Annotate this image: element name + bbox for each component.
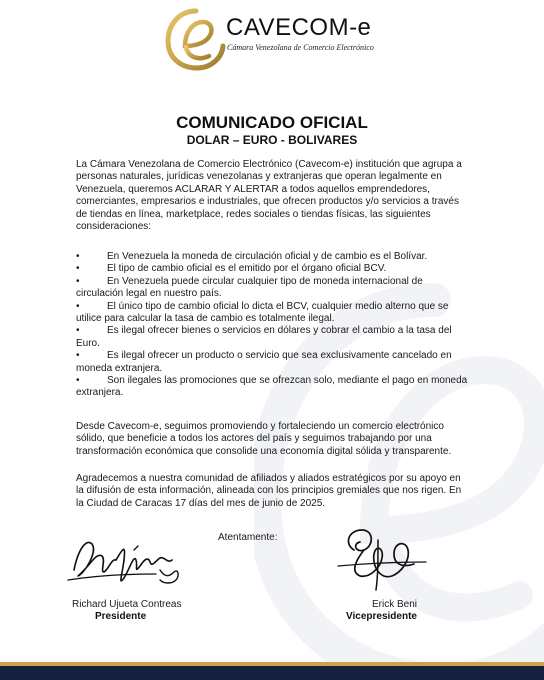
commitment-paragraph: Desde Cavecom-e, seguimos promoviendo y fortaleciendo un comercio electrónico sólido, que beneficie a todos los actores del país y seguimos trabajando por una transformación económica que consolide una economía digital sólida y transparente. xyxy=(76,421,452,457)
vicepresident-title: Vicepresidente xyxy=(346,611,417,622)
list-item xyxy=(76,301,468,326)
intro-paragraph: La Cámara Venezolana de Comercio Electrónico (Cavecom-e) institución que agrupa a personas naturales, jurídicas venezolanas y extranjeras que operan legalmente en Venezuela, queremos ACLARAR Y ALERTAR a todos aquellos emprendedores, comerciantes, empresarios e industriales, que ofrecen productos y/o servicios a través de tiendas en línea, marketplace, redes sociales o tiendas físicas, las siguientes consideraciones: xyxy=(76,159,462,233)
president-title: Presidente xyxy=(95,611,147,622)
bullet-icon: • xyxy=(76,350,80,362)
president-signature-icon xyxy=(64,530,194,592)
list-item xyxy=(76,325,468,350)
bullet-icon: • xyxy=(76,300,80,312)
vicepresident-signature-icon xyxy=(330,520,430,592)
letterhead xyxy=(0,0,544,84)
considerations-list xyxy=(76,251,468,400)
bullet-icon: • xyxy=(76,263,80,275)
list-item-text: En Venezuela la moneda de circulación oficial y de cambio es el Bolívar. xyxy=(107,251,428,262)
president-name: Richard Ujueta Contreas xyxy=(72,599,182,610)
vicepresident-name: Erick Beni xyxy=(372,599,418,610)
list-item xyxy=(76,276,468,301)
list-item xyxy=(76,350,468,375)
cavecom-logo-icon xyxy=(163,6,229,72)
list-item xyxy=(76,375,468,400)
list-item-text: Es ilegal ofrecer bienes o servicios en dólares y cobrar el cambio a la tasa del Euro. xyxy=(76,325,452,349)
list-item-text: En Venezuela puede circular cualquier tipo de moneda internacional de circulación legal en nuestro país. xyxy=(76,275,423,300)
list-item-text: El único tipo de cambio oficial lo dicta el BCV, cualquier medio alterno que se utilice para calcular la tasa de cambio es totalmente ilegal. xyxy=(76,300,449,325)
bullet-icon: • xyxy=(76,275,80,287)
brand-name: CAVECOM-e xyxy=(226,14,372,41)
bullet-icon: • xyxy=(76,375,80,387)
list-item xyxy=(76,251,468,263)
document-title: COMUNICADO OFICIAL xyxy=(176,113,368,132)
thanks-paragraph: Agradecemos a nuestra comunidad de afiliados y aliados estratégicos por su apoyo en la difusión de esta información, alineada con los principios gremiales que nos rigen. En la Ciudad de Caracas 17 días del mes de junio de 2025. xyxy=(76,473,462,509)
document-subtitle: DOLAR – EURO - BOLIVARES xyxy=(186,133,358,147)
list-item-text: Es ilegal ofrecer un producto o servicio que sea exclusivamente cancelado en moneda extranjera. xyxy=(76,350,452,374)
brand-tagline: Cámara Venezolana de Comercio Electrónico xyxy=(227,43,374,52)
bullet-icon: • xyxy=(76,325,80,337)
list-item xyxy=(76,263,468,275)
list-item-text: El tipo de cambio oficial es el emitido por el órgano oficial BCV. xyxy=(107,263,387,275)
list-item-text: Son ilegales las promociones que se ofrezcan solo, mediante el pago en moneda extranjera. xyxy=(76,375,468,399)
footer-bar xyxy=(0,666,544,680)
closing-text: Atentamente: xyxy=(218,532,278,543)
bullet-icon: • xyxy=(76,251,80,262)
